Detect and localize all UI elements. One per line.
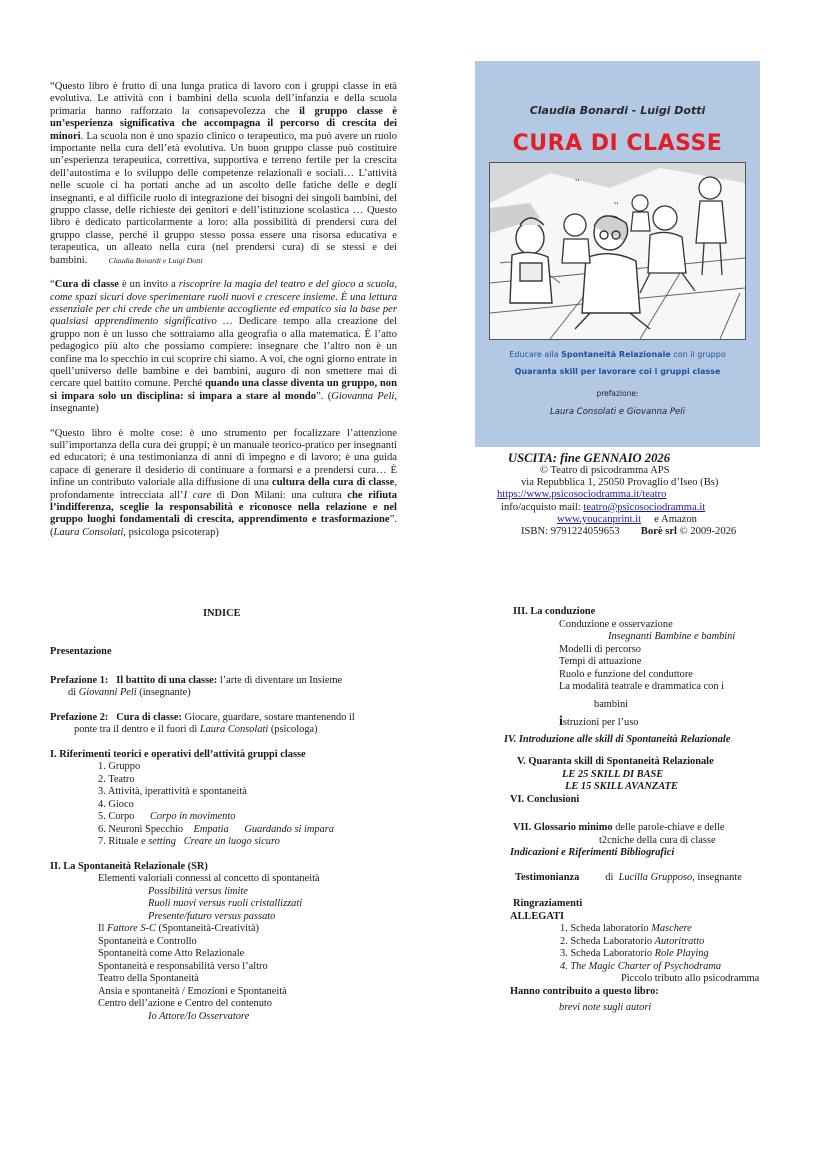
list-item: Spontaneità e Controllo <box>98 935 197 947</box>
list-item: 2. Teatro <box>98 773 135 785</box>
website-link[interactable]: https://www.psicosociodramma.it/teatro <box>497 489 667 501</box>
list-item: t2cniche della cura di classe <box>599 834 716 846</box>
shop-link[interactable]: www.youcanprint.it <box>557 513 642 525</box>
cover-title: CURA DI CLASSE <box>512 131 723 156</box>
index-chapter-2: II. La Spontaneità Relazionale (SR) <box>50 860 208 872</box>
index-title: INDICE <box>203 608 241 619</box>
contact-line: info/acquisto mail: teatro@psicosociodramma.it <box>501 501 706 513</box>
list-item: Spontaneità come Atto Relazionale <box>98 948 245 959</box>
index-chapter-3: III. La conduzione <box>513 606 596 617</box>
list-item: 6. Neuroni Specchio Empatia Guardando si impara <box>98 823 335 835</box>
index-ringraziamenti: Ringraziamenti <box>513 898 583 909</box>
list-item: Il Fattore S-C (Spontaneità-Creatività) <box>98 923 259 934</box>
cover-illustration <box>489 162 746 340</box>
list-item: Insegnanti Bambine e bambini <box>608 631 736 642</box>
quotes-column <box>50 81 397 551</box>
list-item: Ansia e spontaneità / Emozioni e Spontaneità <box>98 985 287 997</box>
list-item: Spontaneità e responsabilità verso l’altro <box>98 960 268 972</box>
index-right-column <box>504 606 810 1015</box>
shop-suffix: e Amazon <box>654 513 697 525</box>
svg-text:'': '' <box>575 178 580 187</box>
list-item: Ruolo e funzione del conduttore <box>559 668 693 680</box>
index-chapter-5: V. Quaranta skill di Spontaneità Relazionale <box>517 756 714 767</box>
index-testimonianza: Testimonianza di Lucilla Grupposo, insegnante <box>515 871 742 883</box>
list-item: Modelli di percorso <box>559 643 641 655</box>
cover-tagline: Educare alla Spontaneità Relazionale con il gruppo <box>509 350 726 359</box>
list-item: Teatro della Spontaneità <box>98 973 199 984</box>
cover-authors: Claudia Bonardi - Luigi Dotti <box>529 104 706 117</box>
address: via Repubblica 1, 25050 Provaglio d’Iseo (Bs) <box>521 477 719 489</box>
list-item: 1. Gruppo <box>98 761 141 772</box>
cover-preface-names: Laura Consolati e Giovanna Peli <box>550 407 685 417</box>
list-item: Indicazioni e Riferimenti Bibliografici <box>510 847 675 858</box>
publisher: © Teatro di psicodramma APS <box>540 465 670 476</box>
list-item: Possibilità versus limite <box>148 885 248 897</box>
list-item: 3. Scheda Laboratorio Role Playing <box>560 948 709 959</box>
list-item: Ruoli nuovi versus ruoli cristallizzati <box>148 898 303 909</box>
list-item: Piccolo tributo allo psicodramma <box>621 973 760 984</box>
list-item: 7. Rituale e setting Creare un luogo sicuro <box>98 836 280 847</box>
isbn-line: ISBN: 9791224059653 Borè srl © 2009-2026 <box>521 526 737 538</box>
svg-text:'': '' <box>614 201 619 210</box>
list-item: Io Attore/Io Osservatore <box>148 1010 250 1022</box>
list-item: LE 15 SKILL AVANZATE <box>565 781 678 792</box>
list-item: 2. Scheda Laboratorio Autoritratto <box>560 935 705 947</box>
index-allegati: ALLEGATI <box>510 910 565 922</box>
list-item: Centro dell’azione e Centro del contenuto <box>98 998 272 1009</box>
index-chapter-7: VII. Glossario minimo delle parole-chiave e delle <box>513 822 725 833</box>
list-item: 1. Scheda laboratorio Maschere <box>560 923 692 934</box>
list-item: istruzioni per l’uso <box>559 714 639 729</box>
list-item: 3. Attività, iperattività e spontaneità <box>98 786 247 797</box>
list-item: LE 25 SKILL DI BASE <box>562 768 664 780</box>
publication-info <box>497 451 797 538</box>
book-cover <box>475 61 760 447</box>
list-item: 4. The Magic Charter of Psychodrama <box>560 960 722 972</box>
list-item: Tempi di attuazione <box>559 656 642 667</box>
email-link[interactable]: teatro@psicosociodramma.it <box>583 501 706 513</box>
list-item: Elementi valoriali connessi al concetto di spontaneità <box>98 873 320 884</box>
list-item: Conduzione e osservazione <box>559 618 673 630</box>
quote-signature: Claudia Bonardi e Luigi Dotti <box>108 255 203 265</box>
list-item: 4. Gioco <box>98 798 134 810</box>
children-drawing-icon <box>490 163 745 339</box>
index-prefazione-2: Prefazione 2: Cura di classe: Giocare, guardare, sostare mantenendo il <box>50 711 355 723</box>
quote-consolati: “Questo libro è molte cose: è uno strumento per focalizzare l’attenzione sull’importanza della cura dei gruppi; è un manuale teorico-pratico per insegnanti ed educatori; è una testimonianza di anni di impegno e di lavoro; è una guida capace di generare il desiderio di continuare a formarsi e a prendersi cura… È infine un contributo valoriale alla diffusione di una cultura della cura di classe, profondamente intrecciata all’I care di Don Milani: una cultura che rifiuta l’indifferenza, sceglie la responsabilità e riconosce nella relazione e nel gruppo luoghi fondamentali di crescita, apprendimento e trasformazione”. (Laura Consolati, psicologa psicoterap) <box>50 427 397 538</box>
list-item: La modalità teatrale e drammatica con i <box>559 681 725 692</box>
list-item: bambini <box>594 698 629 710</box>
index-chapter-6: VI. Conclusioni <box>510 793 580 805</box>
index-presentazione: Presentazione <box>50 646 112 657</box>
list-item: 5. Corpo Corpo in movimento <box>98 811 236 822</box>
quote-authors: “Questo libro è frutto di una lunga pratica di lavoro con i gruppi classe in età evolutiva. Le attività con i bambini della scuola dell’infanzia e della scuola primaria hanno rafforzato la consapevolezza che il gruppo classe è un’esperienza significativa che accompagna il percorso di crescita dei minori. La scuola non è uno spazio clinico o terapeutico, ma può avere un ruolo importante nella cura dell’età evolutiva. Un buon gruppo classe può costituire un’esperienza terapeutica, correttiva, supportiva e terreno fertile per la crescita dell’autostima e lo sviluppo delle competenze relazionali e sociali… L’attività nelle scuole ci ha portati anche ad un ascolto delle fatiche delle e degli insegnanti, e al difficile ruolo di integrazione dei bisogni dei singoli bambini, del gruppo classe, delle richieste dei genitori e dell’istituzione scolastica … Questo libro è dedicato particolarmente a loro: alla possibilità di prendersi cura del gruppo classe, perché il gruppo stesso possa essere una risorsa educativa e terapeutica, un alleato nella cura (nel prendersi cura) di se stessi e dei bambini. Claudia Bonardi e Luigi Dotti <box>50 81 397 266</box>
index-contributi: Hanno contribuito a questo libro: <box>510 985 659 997</box>
index-prefazione-1: Prefazione 1: Il battito di una classe: l’arte di diventare un Insieme <box>50 674 343 686</box>
list-item: Presente/futuro versus passato <box>148 910 276 922</box>
list-item: brevi note sugli autori <box>559 1002 652 1013</box>
index-left-column: Presentazione Prefazione 1: Il battito di una classe: l’arte di diventare un Insieme di Giovanni Peli (insegnante) Prefazione 2: Cura di classe: Giocare, guardare, sostare mantenendo il ponte tra il dentro e il fuori di Laura Consolati (psicologa) I. Riferimenti teorici e operativi dell’attività gruppi classe 1. Gruppo 2. Teatro 3. Attività, iperattività e spontaneità 4. Gioco 5. Corpo Corpo in movimento 6. Neuroni Specchio Empatia Guardando si impara 7. Rituale e setting Creare un luogo sicuro II. La Spontaneità Relazionale (SR) Elementi valoriali connessi al concetto di spontaneità Possibilità versus limite Ruoli nuovi versus ruoli cristallizzati Presente/futuro versus passato Il Fattore S-C (Spontaneità-Creatività) Spontaneità e Controllo Spontaneità come Atto Relazionale Spontaneità e responsabilità verso l’altro Teatro della Spontaneità Ansia e spontaneità / Emozioni e Spontaneità Centro dell’azione e Centro del contenuto Io Attore/Io Osservatore <box>50 646 410 1023</box>
quote-peli: “Cura di classe è un invito a riscoprire la magia del teatro e del gioco a scuola, come spazi sicuri dove sperimentare ruoli nuovi e crescere insieme. È una lettura essenziale per chi crede che un ambiente accogliente ed empatico sia la base per qualsiasi apprendimento significativo … Dedicare tempo alla creazione del gruppo non è un lusso che sottraiamo alla geografia o alla matematica. È l’atto pedagogico più alto che possiamo compiere: insegnare che l’altro non è un confine ma lo specchio in cui scoprire chi siamo. A voi, che ogni giorno entrate in quell’universo delle bambine e dei bambini, auguro di non smettere mai di cercare quel battito comune. Perché quando una classe diventa un gruppo, non si impara solo un disciplina: si impara a stare al mondo”. (Giovanna Peli, insegnante) <box>50 279 398 415</box>
cover-preface-label: prefazione: <box>596 389 639 398</box>
release-date: USCITA: fine GENNAIO 2026 <box>508 451 670 465</box>
index-chapter-4: IV. Introduzione alle skill di Spontaneità Relazionale <box>504 733 731 745</box>
index-chapter-1: I. Riferimenti teorici e operativi dell’attività gruppi classe <box>50 748 306 760</box>
cover-subtitle: Quaranta skill per lavorare coi i gruppi classe <box>514 367 721 376</box>
